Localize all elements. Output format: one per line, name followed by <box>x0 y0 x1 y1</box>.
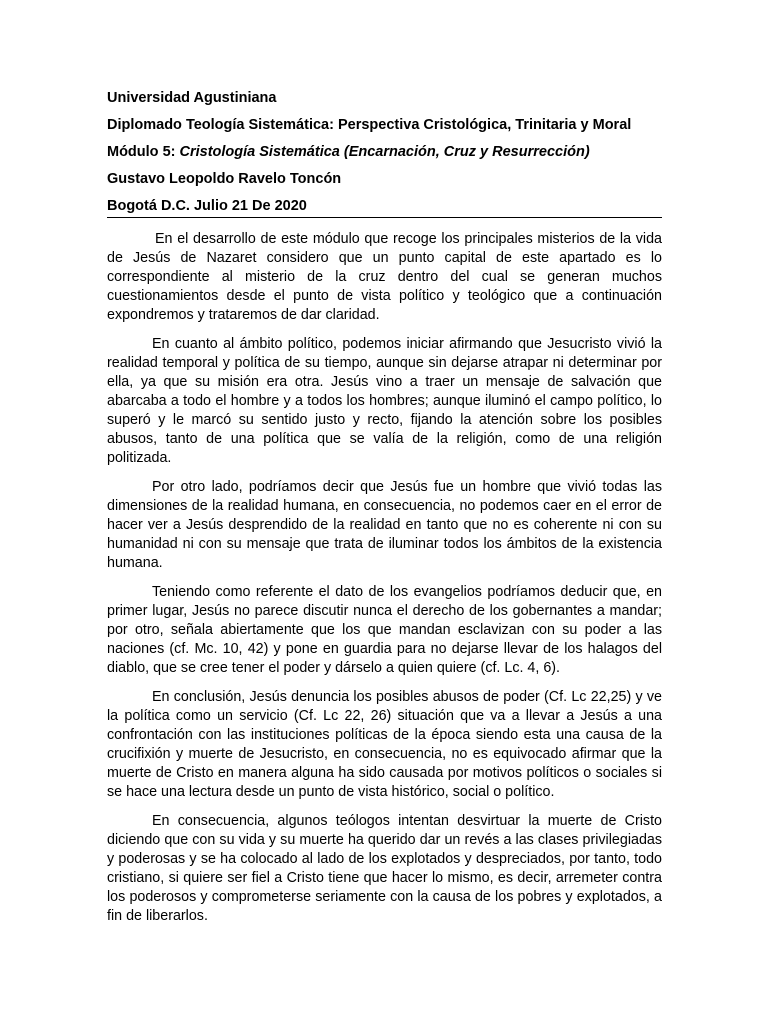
document-body <box>107 230 662 926</box>
body-paragraph: Por otro lado, podríamos decir que Jesús fue un hombre que vivió todas las dimensiones de la realidad humana, en consecuencia, no podemos caer en el error de hacer ver a Jesús desprendido de la realidad en tanto que no es coherente ni con su humanidad ni con su mensaje que trata de iluminar todos los ámbitos de la existencia humana. <box>107 479 662 571</box>
document-header <box>107 88 662 216</box>
document-date: Bogotá D.C. Julio 21 De 2020 <box>107 198 307 214</box>
author-name: Gustavo Leopoldo Ravelo Toncón <box>107 171 342 187</box>
body-paragraph: En conclusión, Jesús denuncia los posibles abusos de poder (Cf. Lc 22,25) y ve la política como un servicio (Cf. Lc 22, 26) situación que va a llevar a Jesús a una confrontación con las instituciones políticas de la época siendo esta una causa de la crucifixión y muerte de Jesucristo, en consecuencia, no es equivocado afirmar que la muerte de Cristo en manera alguna ha sido causada por motivos políticos o sociales si se hace una lectura desde un punto de vista histórico, social o político. <box>107 689 662 800</box>
body-paragraph: Teniendo como referente el dato de los evangelios podríamos deducir que, en primer lugar, Jesús no parece discutir nunca el derecho de los gobernantes a mandar; por otro, señala abiertamente que los que mandan esclavizan con su poder a las naciones (cf. Mc. 10, 42) y pone en guardia para no dejarse llevar de los halagos del diablo, que se cree tener el poder y dárselo a quien quiere (cf. Lc. 4, 6). <box>107 584 662 676</box>
body-paragraph: En cuanto al ámbito político, podemos iniciar afirmando que Jesucristo vivió la realidad temporal y política de su tiempo, aunque sin dejarse atrapar ni determinar por ella, ya que su misión era otra. Jesús vino a traer un mensaje de salvación que abarcaba a todo el hombre y a todos los hombres; aunque iluminó el campo político, lo superó y le marcó su sentido justo y recto, fijando la atención sobre los posibles abusos, tanto de una política que se valía de la religión, como de una religión politizada. <box>107 336 662 466</box>
body-paragraph: En el desarrollo de este módulo que recoge los principales misterios de la vida de Jesús de Nazaret considero que un punto capital de este apartado es lo correspondiente al misterio de la cruz dentro del cual se generan muchos cuestionamientos desde el punto de vista político y teológico que a continuación expondremos y trataremos de dar claridad. <box>107 231 662 323</box>
module-prefix: Módulo 5: <box>107 144 180 160</box>
module-line <box>107 142 662 162</box>
body-paragraph: En consecuencia, algunos teólogos intentan desvirtuar la muerte de Cristo diciendo que con su vida y su muerte ha querido dar un revés a las clases privilegiadas y poderosas y se ha colocado al lado de los explotados y despreciados, por tanto, todo cristiano, si quiere ser fiel a Cristo tiene que hacer lo mismo, es decir, arremeter contra los poderosos y comprometerse seriamente con la causa de los pobres y explotados, a fin de liberarlos. <box>107 813 662 924</box>
module-title: Cristología Sistemática (Encarnación, Cruz y Resurrección) <box>179 144 590 160</box>
university-name: Universidad Agustiniana <box>107 90 277 106</box>
header-divider <box>107 217 662 218</box>
diploma-title: Diplomado Teología Sistemática: Perspectiva Cristológica, Trinitaria y Moral <box>107 117 632 133</box>
document-page <box>107 88 662 936</box>
